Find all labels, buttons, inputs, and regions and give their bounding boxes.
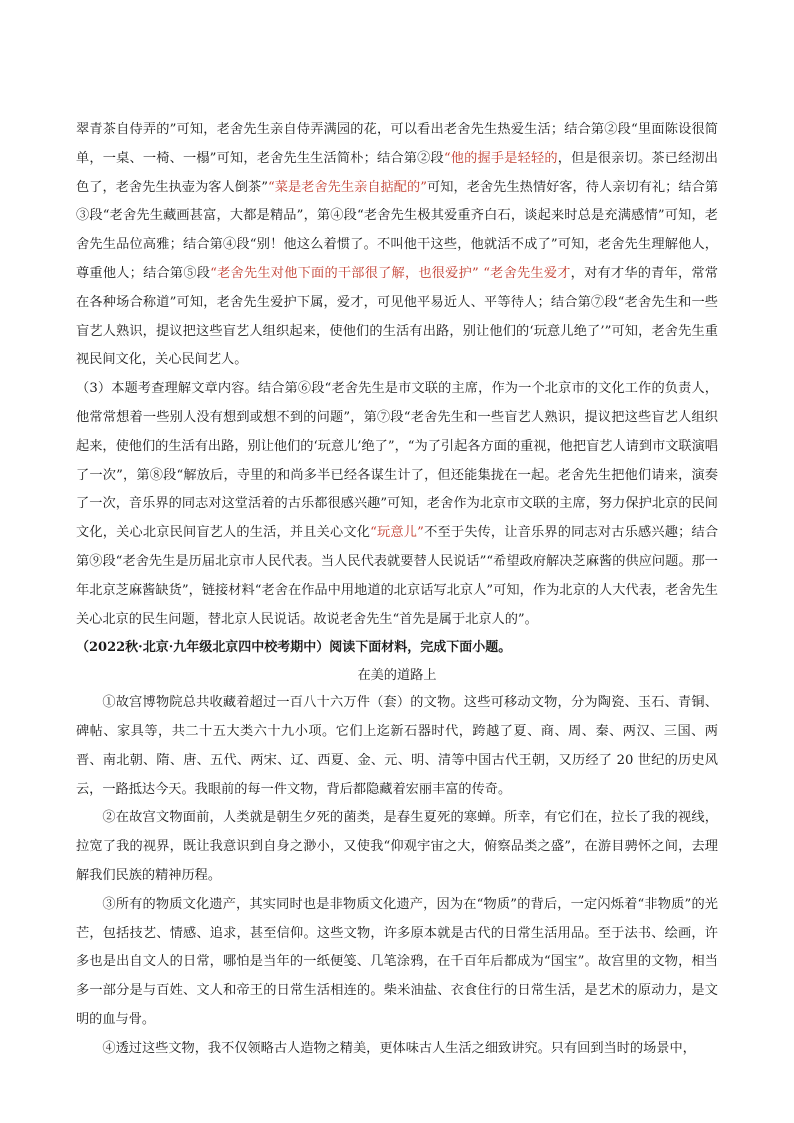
article-paragraph-2: ②在故宫文物面前，人类就是朝生夕死的菌类，是春生夏死的寒蝉。所幸，有它们在，拉长了我的视线，拉宽了我的视界，既让我意识到自身之渺小，又使我“仰观宇宙之大，俯察品类之盛”，在游目骋怀之间，去理解我们民族的精神历程。 — [76, 810, 718, 883]
quoted-text: “菜是老舍先生亲自掂配的” — [267, 179, 427, 195]
quoted-text: “玩意儿” — [370, 525, 424, 541]
quoted-text: “他的握手是轻轻的 — [443, 150, 558, 166]
text-segment: ，对有才华的青年，常常在各种场合称道”可知，老舍先生爱护下属，爱才，可见他平易近人、平等待人；结合第⑦段“老舍先生和一些盲艺人熟识，提议把这些盲艺人组织起来，使他们的生活有出路，别让他们的‘玩意儿绝了’”可知，老舍先生重视民间文化，关心民间艺人。 — [76, 265, 718, 368]
article-paragraph-3: ③所有的物质文化遗产，其实同时也是非物质文化遗产，因为在“物质”的背后，一定闪烁着“非物质”的光芒，包括技艺、情感、追求，甚至信仰。这些文物，许多原本就是古代的日常生活用品。至于法书、绘画，许多也是出自文人的日常，哪怕是当年的一纸便笺、几笔涂鸦，在千百年后都成为“国宝”。故宫里的文物，相当多一部分是与百姓、文人和帝王的日常生活相连的。柴米油盐、衣食住行的日常生活，是艺术的原动力，是文明的血与骨。 — [76, 896, 718, 1027]
text-segment: 不至于失传，让音乐界的同志对古乐感兴趣；结合第⑨段“老舍先生是历届北京市人民代表。当人民代表就要替人民说话”“希望政府解决芝麻酱的供应问题。那一年北京芝麻酱缺货”，链接材料“老舍在作品中用地道的北京话写北京人”可知，作为北京的人大代表，老舍先生关心北京的民生问题，替北京人民说话。故说老舍先生“首先是属于北京人的”。 — [76, 525, 719, 627]
article-paragraph-1: ①故宫博物院总共收藏着超过一百八十六万件（套）的文物。这些可移动文物，分为陶瓷、玉石、青铜、碑帖、家具等，共二十五大类六十九小项。它们上迄新石器时代，跨越了夏、商、周、秦、两汉、三国、两晋、南北朝、隋、唐、五代、两宋、辽、西夏、金、元、明、清等中国古代王朝，又历经了 20 世纪的历史风云，一路抵达今天。我眼前的每一件文物，背后都隐藏着宏丽丰富的传奇。 — [76, 695, 718, 797]
section-header: （2022秋·北京·九年级北京四中校考期中）阅读下面材料，完成下面小题。 — [76, 640, 512, 656]
quoted-text: “老舍先生爱才 — [483, 265, 571, 281]
document-content — [76, 116, 718, 1064]
text-segment: 可知，老舍先生热情好客，待人亲切有礼；结合第③段“老舍先生藏画甚富，大都是精品”，第④段“老舍先生极其爱重齐白石，谈起来时总是充满感情”可知，老舍先生品位高雅；结合第④段“别！他这么着惯了。不叫他干这些，他就活不成了”可知，老舍先生理解他人，尊重他人；结合第⑤段 — [76, 179, 719, 281]
analysis-paragraph-3 — [76, 375, 718, 634]
text-segment: 翠青茶自侍弄的”可知，老舍先生亲自侍弄满园的花，可以看出老舍先生热爱生活；结合第②段“里面陈设很简单，一桌、一椅、一榻”可知，老舍先生生活简朴；结合第②段 — [76, 122, 718, 166]
text-segment: （3）本题考查理解文章内容。结合第⑥段“老舍先生是市文联的主席，作为一个北京市的文化工作的负责人，他常常想着一些别人没有想到或想不到的问题”，第⑦段“老舍先生和一些盲艺人熟识，提议把这些盲艺人组织起来，使他们的生活有出路，别让他们的‘玩意儿’绝了”，“为了引起各方面的重视，他把盲艺人请到市文联演唱了一次”，第⑧段“解放后，寺里的和尚多半已经各谋生计了，但还能集拢在一起。老舍先生把他们请来，演奏了一次，音乐界的同志对这堂活着的古乐都很感兴趣”可知，老舍作为北京市文联的主席，努力保护北京的民间文化，关心北京民间盲艺人的生活，并且关心文化 — [76, 381, 718, 541]
article-paragraph-4: ④透过这些文物，我不仅领略古人造物之精美，更体味古人生活之细致讲究。只有回到当时的场景中， — [102, 1040, 696, 1056]
analysis-paragraph-2 — [76, 116, 718, 375]
text-segment: ，但是很亲切。茶已经沏出色了，老舍先生执壶为客人倒茶” — [76, 150, 718, 195]
quoted-text: “老舍先生对他下面的干部很了解，也很爱护” — [210, 265, 479, 281]
article-title: 在美的道路上 — [357, 668, 437, 684]
